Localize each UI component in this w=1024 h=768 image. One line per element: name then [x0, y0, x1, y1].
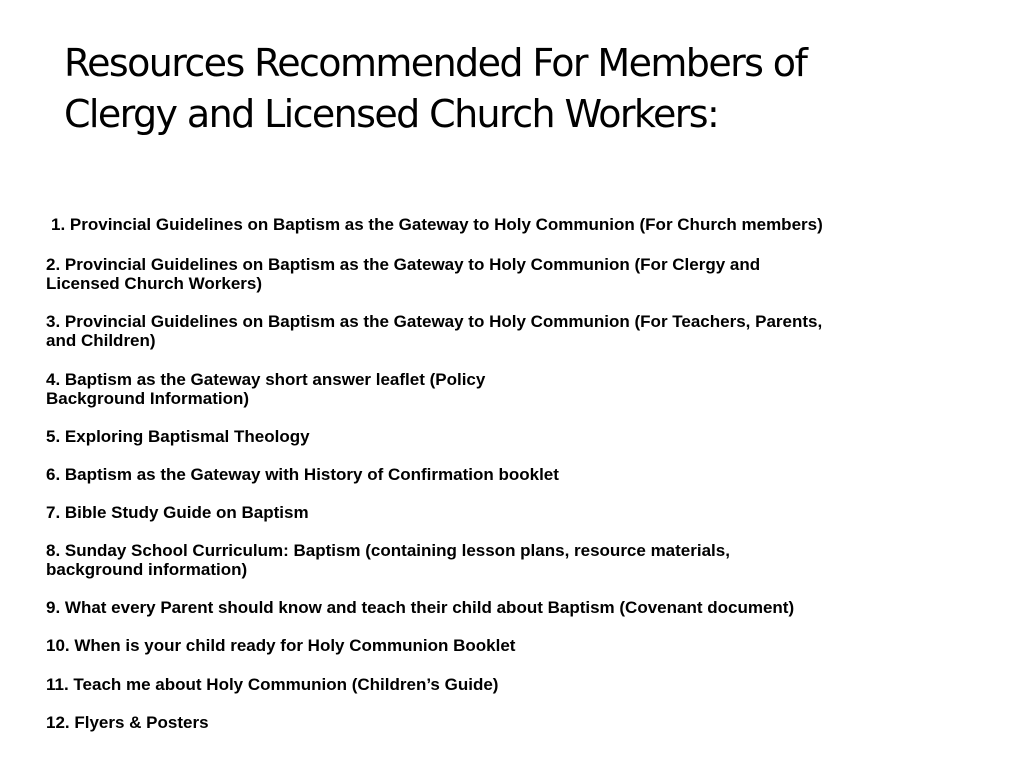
resource-item-2-line-2: Licensed Church Workers): [46, 274, 263, 293]
resource-item-12: [46, 713, 976, 732]
resource-item-6: [46, 465, 976, 484]
resource-item-4-line-2: Background Information): [46, 389, 250, 408]
resource-item-3-line-2: and Children): [46, 331, 156, 350]
resource-item-5-line-1: 5. Exploring Baptismal Theology: [46, 427, 310, 446]
resource-item-8-line-1: 8. Sunday School Curriculum: Baptism (containing lesson plans, resource materials,: [46, 541, 730, 560]
resource-item-1: [51, 215, 981, 234]
resource-item-4: [46, 370, 976, 408]
resource-item-9-line-1: 9. What every Parent should know and teach their child about Baptism (Covenant document): [46, 598, 795, 617]
resource-item-7-line-1: 7. Bible Study Guide on Baptism: [46, 503, 309, 522]
resource-item-5: [46, 427, 976, 446]
resource-item-7: [46, 503, 976, 522]
slide-title-line-2: Clergy and Licensed Church Workers:: [64, 92, 719, 136]
resource-item-11-line-1: 11. Teach me about Holy Communion (Children’s Guide): [46, 675, 499, 694]
resource-item-4-line-1: 4. Baptism as the Gateway short answer leaflet (Policy: [46, 370, 486, 389]
resource-item-10: [46, 636, 976, 655]
resource-item-11: [46, 675, 976, 694]
resource-item-1-line-1: 1. Provincial Guidelines on Baptism as the Gateway to Holy Communion (For Church members): [51, 215, 823, 234]
resource-item-10-line-1: 10. When is your child ready for Holy Communion Booklet: [46, 636, 516, 655]
resource-item-8-line-2: background information): [46, 560, 248, 579]
resource-item-3: [46, 312, 976, 350]
resource-item-3-line-1: 3. Provincial Guidelines on Baptism as the Gateway to Holy Communion (For Teachers, Parents,: [46, 312, 823, 331]
slide-title-line-1: Resources Recommended For Members of: [64, 41, 807, 85]
resource-item-8: [46, 541, 976, 579]
resource-item-6-line-1: 6. Baptism as the Gateway with History of Confirmation booklet: [46, 465, 559, 484]
resource-item-9: [46, 598, 976, 617]
resource-item-2-line-1: 2. Provincial Guidelines on Baptism as the Gateway to Holy Communion (For Clergy and: [46, 255, 761, 274]
resource-item-2: [46, 255, 976, 293]
resource-item-12-line-1: 12. Flyers & Posters: [46, 713, 209, 732]
